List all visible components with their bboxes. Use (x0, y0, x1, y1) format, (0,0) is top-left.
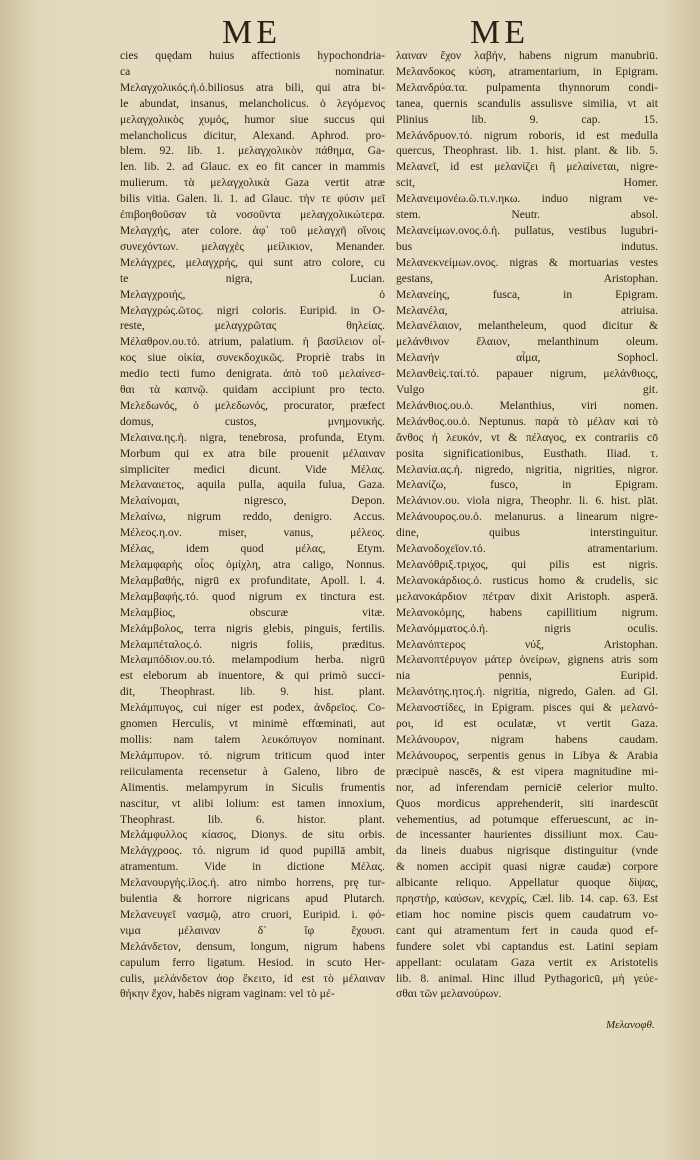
text-line: Μελαμπέταλος.ό. nigris foliis, præditus. (120, 637, 385, 651)
running-head-right: ME (470, 14, 529, 51)
text-line: Μελάνθος.ου.ὁ. Neptunus. παρὰ τὸ μέλαν καὶ τὸ (396, 414, 658, 428)
text-line: Μελάνιον.ου. viola nigra, Theophr. li. 6. hist. plāt. (396, 494, 658, 508)
text-line: Μελαμπόδιον.ου.τό. melampodium herba. nigrū (120, 653, 385, 667)
text-line: Μελανείμων.ονος.ὁ.ἡ. pullatus, vestibus lugubri- (396, 223, 658, 237)
text-line: Μέλαθρον.ου.τό. atrium, palatium. ἡ βασίλειον οἶ- (120, 335, 385, 349)
text-line: ροι, id est oculatæ, vt vertit Gaza. (396, 717, 658, 731)
text-line: domus, custos, μνημονικής. (120, 414, 385, 428)
text-line: Μελανότης.ητος.ἡ. nigritia, nigredo, Galen. ad Gl. (396, 685, 658, 699)
text-line: Μελαινα.ης.ἡ. nigra, tenebrosa, profunda, Etym. (120, 430, 385, 444)
text-line: dine, quibus interstinguitur. (396, 526, 658, 540)
text-line: Μέλας, idem quod μέλας, Etym. (120, 542, 385, 556)
text-line: le abundat, insanus, melancholicus. ὁ λεγόμενος (120, 96, 385, 110)
text-line: Μελανόμματος.ὁ.ἡ. nigris oculis. (396, 621, 658, 635)
text-line: Μελανδρύα.τα. pulpamenta thynnorum condi- (396, 80, 658, 94)
text-line: reiiculamenta recensetur à Galeno, libro de (120, 764, 385, 778)
text-line: μελάνθινον ἔλαιον, melanthinum oleum. (396, 335, 658, 349)
text-line: Μελανήν αἷμα, Sophocl. (396, 351, 658, 365)
text-line: scit, Homer. (396, 176, 658, 190)
text-line: dit, Theophrast. lib. 9. hist. plant. (120, 685, 385, 699)
text-line: de incessanter haurientes dissiliunt mox. Cau- (396, 828, 658, 842)
text-line: νιμα μέλαιναν δ᾽ ἴφ ἔχουσι. (120, 923, 385, 937)
running-head-left: ME (222, 14, 281, 51)
text-line: gnomen Herculis, vt minimè effœminati, aut (120, 717, 385, 731)
catchword: Μελανοφθ. (606, 1019, 655, 1031)
text-line: Μελάμπυγος, cui niger est podex, ἀνδρεῖος. Co- (120, 701, 385, 715)
text-line: ca nominatur. (120, 64, 385, 78)
text-line: Μελανεκνείμων.ονος. nigras & mortuarias vestes (396, 255, 658, 269)
text-line: reste, μελαγχρῶτας θηλείας. (120, 319, 385, 333)
text-line: Μελαίνομαι, nigresco, Depon. (120, 494, 385, 508)
text-line: Μελανθεὶς.ταί.τό. papauer nigrum, μελάνθιοςς, (396, 367, 658, 381)
text-line: Μελανίζω, fusco, in Epigram. (396, 478, 658, 492)
text-line: Μελάνδρυον.τό. nigrum roboris, id est medulla (396, 128, 658, 142)
text-line: Vulgo git. (396, 383, 658, 397)
text-line: Μελανοστίδες, in Epigram. pisces qui & μελανό- (396, 701, 658, 715)
text-line: Μελαναιετος, aquila pulla, aquila fulua, Gaza. (120, 478, 385, 492)
text-line: stem. Neutr. absol. (396, 208, 658, 222)
text-line: Quos mordicus apprehenderit, siti inardescūt (396, 796, 658, 810)
text-line: Μελανοδοχεῖον.τό. atramentarium. (396, 542, 658, 556)
text-line: Μελαγχρώς.ῶτος. nigri coloris. Euripid. in O- (120, 303, 385, 317)
text-line: Μελανοπτέρυγον μάτερ ὀνείρων, gignens atris som (396, 653, 658, 667)
text-line: Μελανευγεῖ νασμῷ, atro cruori, Euripid. i. φό- (120, 907, 385, 921)
text-line: melancholicus dicitur, Alexand. Aphrod. pro- (120, 128, 385, 142)
text-line: Μελαγχολικός.ἡ.ό.biliosus atra bili, qui atra bi- (120, 80, 385, 94)
text-line: συνεχόντων. μελαγχὲς μείλικιον, Menander. (120, 239, 385, 253)
text-line: albicante reliquo. Appellatur quoque δίψας, (396, 876, 658, 890)
text-line: θήκην ἔχον, habēs nigram vaginam: vel τὸ μέ- (120, 987, 335, 1001)
text-line: cant qui atramentum fert in cauda quod ef- (396, 923, 658, 937)
text-line: Μελάμφυλλος κίασος, Dionys. de situ orbis. (120, 828, 385, 842)
text-line: Μελανόπτερος νύξ, Aristophan. (396, 637, 658, 651)
text-line: Μελάνουρον, nigram habens caudam. (396, 732, 658, 746)
text-line: len. lib. 2. ad Glauc. ex eo fit cancer in mammis (120, 160, 385, 174)
text-line: præcipuè nascēs, & est vipera magnitudine mi- (396, 764, 658, 778)
text-line: Μελαγχροιής, ὁ (120, 287, 385, 301)
text-line: Μελαίνω, nigrum reddo, denigro. Accus. (120, 510, 385, 524)
text-line: Theophrast. lib. 6. histor. plant. (120, 812, 385, 826)
text-line: Μελάμβολος, terra nigris glebis, pinguis, fertilis. (120, 621, 385, 635)
text-line: μελανοκάρδιον πέτραν dixit Aristoph. asperā. (396, 589, 658, 603)
text-line: Μελανείης, fusca, in Epigram. (396, 287, 658, 301)
text-line: μελαγχολικὸς χυμός, humor siue succus qui (120, 112, 385, 126)
text-line: Plinius lib. 9. cap. 15. (396, 112, 658, 126)
text-line: bulentia & horrore nigricans apud Plutarch. (120, 892, 385, 906)
text-line: mulierum. τὰ μελαγχολικὰ Gaza vertit atræ (120, 176, 385, 190)
text-line: etiam hoc nomine piscis quem caudatrum vo- (396, 907, 658, 921)
text-line: tanea, quernis scandulis assulisve similia, vt ait (396, 96, 658, 110)
text-line: Μελαγχής, ater colore. ἀφ᾽ τοῦ μελαγχῆ οἴνοις (120, 223, 385, 237)
right-column (396, 48, 658, 1002)
text-line: Μελάνθιος.ου.ὁ. Melanthius, viri nomen. (396, 398, 658, 412)
text-line: gestans, Aristophan. (396, 271, 658, 285)
text-line: Μελαμβίος, obscuræ vitæ. (120, 605, 385, 619)
text-line: Μελάνδετον, densum, longum, nigrum habens (120, 939, 385, 953)
text-line: medio tecti fumo denigrata. ἀπὸ τοῦ μελαίνεσ- (120, 367, 385, 381)
text-line: fundere solet vbi captandus est. Latini sepiam (396, 939, 658, 953)
text-line: Μελανεῖ, id est μελανίζει ἢ μελαίνεται, nigre- (396, 160, 658, 174)
text-line: lib. 8. animal. Hinc illud Pythagoricū, μὴ γεύε- (396, 971, 658, 985)
text-line: Μελάγχρες, μελαγχρής, qui sunt atro colore, cu (120, 255, 385, 269)
text-line: culis, μελάνδετον ἀορ ἔκειτο, id est τὸ μέλαιναν (120, 971, 385, 985)
text-line: nia pennis, Euripid. (396, 669, 658, 683)
text-line: nascitur, vt alibi lolium: est tamen innoxium, (120, 796, 385, 810)
text-line: quercus, Theophrast. lib. 1. hist. plant. & lib. 5. (396, 144, 658, 158)
text-line: Μελανειμονέω.ῶ.τι.ν.ηκω. induo nigram ve- (396, 192, 658, 206)
text-line: Μελανέλαιον, melantheleum, quod dicitur & (396, 319, 658, 333)
text-line: λαιναν ἔχον λαβήν, habens nigrum manubriū. (396, 49, 658, 62)
text-line: bus indutus. (396, 239, 658, 253)
text-line: κος siue οἰκία, συνεκδοχικῶς. Propriè trabs in (120, 351, 385, 365)
text-line: πρηστὴρ, καύσων, κενχρίς, Cæl. lib. 14. cap. 63. Est (396, 892, 658, 906)
text-line: ἐπιβοηθοῦσαν τὰ νοσοῦντα μελαγχολικώτερα. (120, 208, 385, 222)
text-line: Μέλεος.η.ον. miser, vanus, μέλεος. (120, 526, 385, 540)
text-line: Μελανία.ας.ἡ. nigredo, nigritia, nigrities, nigror. (396, 462, 658, 476)
text-line: Μελάμπυρον. τό. nigrum triticum quod inter (120, 748, 385, 762)
text-line: atramentum. Vide in dictione Μέλας. (120, 860, 385, 874)
text-line: θαι τὰ καπνῷ. quidam accipiunt pro tecto. (120, 383, 385, 397)
text-line: Μελαμβαφής.τό. quod nigrum ex tinctura est. (120, 589, 385, 603)
left-column (120, 48, 385, 1002)
text-line: Morbum qui ex atra bile prouenit μέλαιναν (120, 446, 385, 460)
text-line: Μελάνουρος, serpentis genus in Libya & Arabia (396, 748, 658, 762)
text-line: capulum ferro ligatum. Hesiod. in scuto Her- (120, 955, 385, 969)
text-line: Μελάγχροος. τό. nigrum id quod pupillā ambit, (120, 844, 385, 858)
text-line: & nomen accipit quasi nigræ caudæ) corpore (396, 860, 658, 874)
text-line: blem. 92. lib. 1. μελαγχολικὸν πάθημα, Ga- (120, 144, 385, 158)
text-line: Μελανουργὴς.ἰλος.ἡ. atro nimbo horrens, prę tur- (120, 876, 385, 890)
text-line: vehementius, ad potumque efferuescunt, ac in- (396, 812, 658, 826)
text-line: Μελανδοκος κύση, atramentarium, in Epigram. (396, 64, 658, 78)
text-line: est eleborum ab inuentore, & qui primò succi- (120, 669, 385, 683)
text-line: Μελανοκόμης, habens capillitium nigrum. (396, 605, 658, 619)
text-line: mollis: nam talem λευκόπυγον nominant. (120, 732, 385, 746)
text-line: Μελαμβαθής, nigrū ex profunditate, Apoll. l. 4. (120, 573, 385, 587)
text-line: simpliciter medici dicunt. Vide Μέλας. (120, 462, 385, 476)
text-line: Μελανόθριξ.τριχος, qui pilis est nigris. (396, 558, 658, 571)
text-line: te nigra, Lucian. (120, 271, 385, 285)
text-line: Μελαμφαρὴς οἶος ὀμίχλη, atra caligo, Nonnus. (120, 558, 385, 571)
text-line: nor, ad inferendam perniciē celerior multo. (396, 780, 658, 794)
text-line: da lineis duabus nigrisque distinguitur (vnde (396, 844, 658, 858)
text-line: Μελανοκάρδιος.ὁ. rusticus homo & crudelis, sic (396, 573, 658, 587)
text-line: Μελεδωνός, ὁ μελεδωνός, procurator, præfect (120, 398, 385, 412)
text-line: Μελάνουρος.ου.ὁ. melanurus. a linearum nigre- (396, 510, 658, 524)
text-line: σθαι τῶν μελανούρων. (396, 987, 502, 1001)
text-line: Alimentis. melampyrum in Siculis frumentis (120, 780, 385, 794)
text-line: ἄνθος ἡ λευκόν, vt & πέλαγος, ex contrariis cō (396, 430, 658, 444)
text-line: posita significationibus, Eusthath. Iliad. τ. (396, 446, 658, 460)
text-line: cies quędam huius affectionis hypochondria- (120, 49, 385, 62)
text-line: Μελανέλα, atriuisa. (396, 303, 658, 317)
text-line: bilis vitia. Galen. li. 1. ad Glauc. τὴν τε φύσιν μεῖ (120, 192, 385, 206)
text-line: appellant: oculatam Gaza vertit ex Aristotelis (396, 955, 658, 969)
